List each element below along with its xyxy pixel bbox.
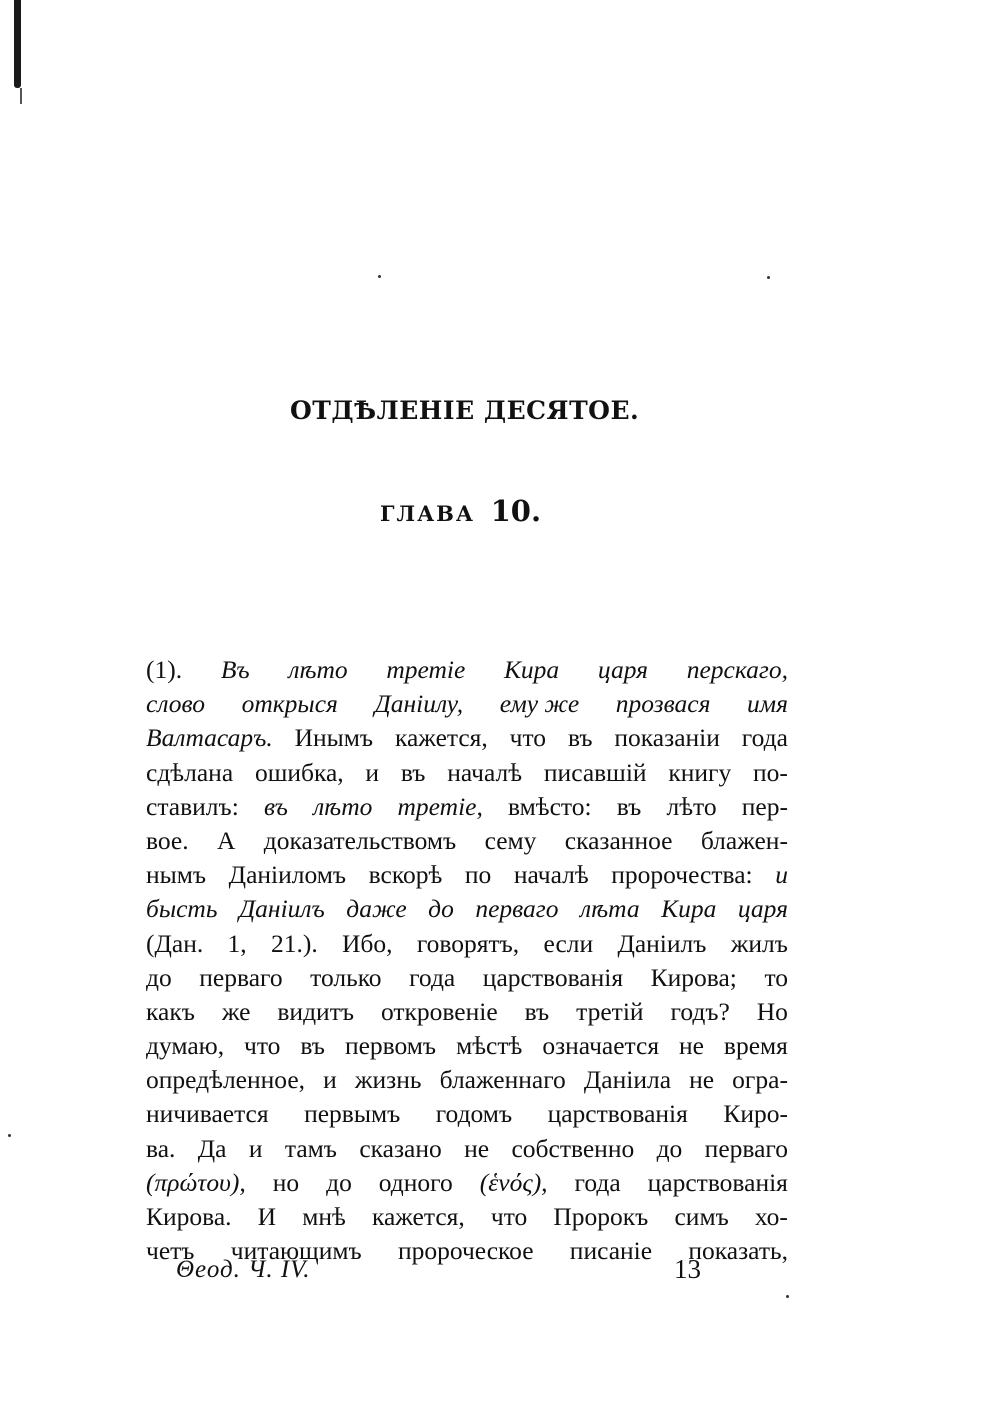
- word: Кира: [661, 894, 717, 924]
- word: Даніиломъ: [228, 860, 347, 890]
- word: Да: [197, 1133, 227, 1163]
- word: пер-: [741, 791, 788, 821]
- word: не: [679, 1031, 704, 1061]
- word: читающимъ: [230, 1236, 362, 1266]
- text-line: [146, 1200, 788, 1234]
- page-number: 13: [674, 1254, 701, 1284]
- word: Кирова;: [650, 962, 737, 992]
- word: и: [775, 860, 788, 890]
- word: началѣ: [513, 860, 589, 890]
- word: (1).: [146, 655, 183, 684]
- text-line: [146, 1166, 788, 1200]
- scan-edge-mark-tail: [20, 88, 22, 104]
- word: вое.: [146, 825, 189, 855]
- word: царствованія: [547, 1099, 688, 1129]
- word: царя: [737, 894, 788, 924]
- scan-speck: [767, 276, 770, 279]
- word: доказательствомъ: [263, 825, 457, 855]
- word: нымъ: [146, 860, 207, 890]
- word: до: [428, 894, 454, 924]
- word: огра-: [732, 1065, 788, 1095]
- word: блаженнаго: [439, 1065, 566, 1095]
- word: до: [146, 962, 172, 992]
- word: въ: [524, 996, 550, 1026]
- signature-mark: Θеод. Ч. IV.: [176, 1256, 311, 1283]
- word: сказано: [359, 1133, 442, 1163]
- word: означается: [542, 1031, 660, 1061]
- word: прозвася: [615, 689, 711, 719]
- word: не: [689, 1065, 715, 1095]
- word: но: [272, 1167, 300, 1197]
- word: пророчества:: [611, 860, 753, 890]
- word: даже: [346, 894, 407, 924]
- word: имя: [747, 689, 788, 719]
- word: перваго: [475, 894, 559, 924]
- word: хо-: [754, 1202, 788, 1231]
- word: Пророкъ: [553, 1202, 649, 1231]
- word: слово: [146, 689, 205, 719]
- word: царствованія: [647, 1167, 788, 1197]
- text-line: [146, 721, 788, 755]
- word: по: [464, 860, 492, 890]
- scan-edge-mark: [14, 0, 21, 88]
- word: откровеніе: [380, 996, 498, 1026]
- word: А: [216, 825, 236, 855]
- word: бысть: [146, 894, 218, 924]
- word: писаніе: [569, 1236, 653, 1266]
- word: симъ: [674, 1202, 729, 1231]
- word: опредѣленное,: [146, 1065, 306, 1095]
- chapter-word: ГЛАВА: [380, 501, 476, 526]
- word: сему: [484, 825, 537, 855]
- word: въ: [616, 791, 642, 821]
- scan-speck: [378, 275, 381, 278]
- word: первымъ: [304, 1099, 401, 1129]
- word: въ: [263, 791, 288, 821]
- word: лѣто: [313, 791, 373, 821]
- word: же: [221, 996, 251, 1026]
- text-line: [146, 1063, 788, 1097]
- word: третіе,: [397, 791, 483, 821]
- word: сдѣлана: [146, 757, 234, 787]
- word: года: [409, 962, 456, 992]
- text-line: [146, 1097, 788, 1131]
- word: что: [509, 723, 547, 753]
- word: что: [244, 1031, 281, 1061]
- word: вскорѣ: [368, 860, 443, 890]
- text-line: [146, 790, 788, 824]
- text-line: [146, 995, 788, 1029]
- word: ва.: [146, 1133, 176, 1163]
- word: перваго: [704, 1133, 788, 1163]
- text-line: [146, 1132, 788, 1166]
- word: пророческое: [397, 1236, 534, 1266]
- body-paragraph: [146, 653, 788, 1268]
- word: (ἑνός),: [479, 1167, 548, 1197]
- scan-speck: [8, 1134, 11, 1137]
- word: книгу: [668, 757, 732, 787]
- word: (πρώτου),: [146, 1167, 246, 1197]
- section-heading: ОТДѢЛЕНІЕ ДЕСЯТОЕ.: [290, 396, 640, 425]
- word: то: [764, 962, 788, 992]
- word: мѣстѣ: [456, 1031, 523, 1061]
- word: первомъ: [344, 1031, 437, 1061]
- word: Киро-: [723, 1099, 788, 1129]
- word: перваго: [199, 962, 283, 992]
- word: собственно: [511, 1133, 635, 1163]
- word: царствованія: [482, 962, 624, 992]
- word: и: [365, 757, 380, 787]
- word: Даніила: [583, 1065, 672, 1095]
- word: ставилъ:: [146, 791, 239, 821]
- word: Кира: [504, 655, 560, 684]
- word: жизнь: [354, 1065, 422, 1095]
- word: лѣта: [580, 894, 640, 924]
- word: одного: [378, 1167, 453, 1197]
- word: годъ?: [670, 996, 730, 1026]
- word: ничивается: [146, 1099, 269, 1129]
- word: показаніи: [614, 723, 720, 753]
- word: какъ: [146, 996, 195, 1026]
- word: въ: [567, 723, 593, 753]
- word: Кирова.: [146, 1202, 232, 1231]
- scan-speck: [786, 1295, 789, 1298]
- word: лѣто: [666, 791, 717, 821]
- text-line: [146, 756, 788, 790]
- word: въ: [300, 1031, 325, 1061]
- word: если: [543, 928, 594, 958]
- chapter-number: 10.: [490, 494, 542, 528]
- text-line: [146, 858, 788, 892]
- word: думаю,: [146, 1031, 225, 1061]
- word: началѣ: [447, 757, 523, 787]
- word: тамъ: [284, 1133, 337, 1163]
- word: 1,: [227, 928, 247, 958]
- word: Даніилу,: [374, 689, 464, 719]
- word: не: [464, 1133, 490, 1163]
- word: третіе: [386, 655, 466, 684]
- word: (Дан.: [146, 928, 204, 958]
- word: Ибо,: [342, 928, 393, 958]
- word: царя: [597, 655, 648, 684]
- word: по-: [753, 757, 788, 787]
- word: четъ: [146, 1236, 195, 1266]
- word: кажется,: [394, 723, 488, 753]
- text-line: [146, 687, 788, 721]
- text-line: [146, 653, 788, 687]
- word: И: [257, 1202, 277, 1231]
- word: вмѣсто:: [508, 791, 592, 821]
- word: ошибка,: [254, 757, 344, 787]
- word: Даніилъ: [238, 894, 325, 924]
- text-line: [146, 1029, 788, 1063]
- word: 21.).: [270, 928, 318, 958]
- word: перскаго,: [686, 655, 788, 684]
- word: Даніилъ: [617, 928, 707, 958]
- word: и: [323, 1065, 337, 1095]
- word: время: [723, 1031, 788, 1061]
- text-line: [146, 892, 788, 926]
- chapter-heading: [380, 494, 541, 528]
- word: Валтасаръ.: [146, 723, 273, 753]
- word: до: [656, 1133, 683, 1163]
- word: кажется,: [371, 1202, 465, 1231]
- word: писавшій: [543, 757, 647, 787]
- word: до: [326, 1167, 352, 1197]
- word: года: [574, 1167, 621, 1197]
- word: третій: [576, 996, 644, 1026]
- text-line: [146, 927, 788, 961]
- word: мнѣ: [302, 1202, 346, 1231]
- word: года: [741, 723, 788, 753]
- word: жилъ: [730, 928, 788, 958]
- word: Въ: [220, 655, 250, 684]
- word: говорятъ,: [416, 928, 520, 958]
- text-line: [146, 824, 788, 858]
- word: въ: [400, 757, 426, 787]
- word: лѣто: [288, 655, 348, 684]
- word: только: [310, 962, 382, 992]
- word: сказанное: [564, 825, 673, 855]
- word: годомъ: [435, 1099, 513, 1129]
- word: открыся: [241, 689, 338, 719]
- word: Инымъ: [294, 723, 374, 753]
- text-line: [146, 961, 788, 995]
- word: показать,: [688, 1236, 788, 1266]
- word: и: [248, 1133, 263, 1163]
- word: видитъ: [277, 996, 355, 1026]
- word: ему же: [499, 689, 580, 719]
- word: Но: [756, 996, 788, 1026]
- word: блажен-: [700, 825, 788, 855]
- word: что: [490, 1202, 528, 1231]
